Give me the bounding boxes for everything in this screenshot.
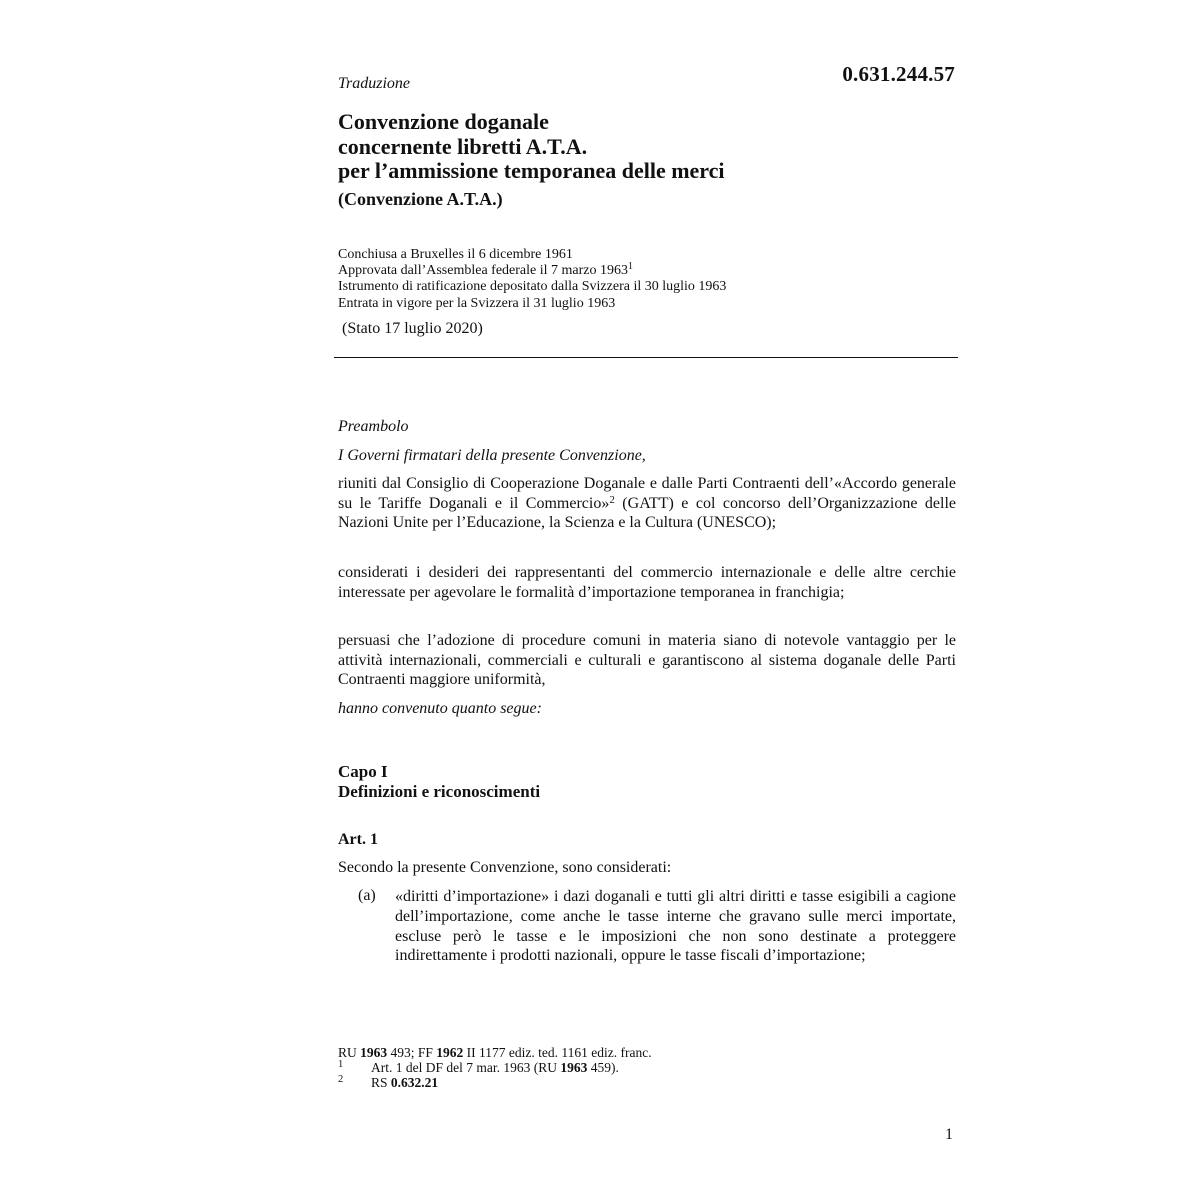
short-title: (Convenzione A.T.A.) [338,189,503,209]
document-title [338,110,725,184]
status-date: (Stato 17 luglio 2020) [342,320,483,337]
title-line-3: per l’ammissione temporanea delle merci [338,158,725,183]
preamble-intro: I Governi firmatari della presente Convenzione, [338,447,646,464]
preamble-paragraph-3: persuasi che l’adozione di procedure comuni in materia siano di notevole vantaggio per le attività internazionali, commerciali e culturali e garantiscono al sistema doganale delle Parti Contraenti maggiore uniformità, [338,632,956,689]
chapter-heading [338,762,540,802]
meta-in-force: Entrata in vigore per la Svizzera il 31 luglio 1963 [338,295,616,311]
source-note: RU 1963 493; FF 1962 II 1177 ediz. ted. 1161 ediz. franc. [338,1045,652,1060]
preamble-paragraph-2: considerati i desideri dei rappresentanti del commercio internazionale e delle altre cerchie interessate per agevolare le formalità d’importazione temporanea in franchigia; [338,564,956,601]
title-line-2: concernente libretti A.T.A. [338,133,588,159]
title-line-1: Convenzione doganale [338,109,549,134]
meta-ratification: Istrumento di ratificazione depositato dalla Svizzera il 30 luglio 1963 [338,279,727,295]
footnote-1-number: 1 [338,1059,344,1070]
list-item-text-a: «diritti d’importazione» i dazi doganali e tutti gli altri diritti e tasse esigibili a cagione dell’importazione, come anche le tasse interne che gravano sulle merci importate, escluse però le tasse e le imposizioni che non sono destinate a proteggere indirettamente i prodotti nazionali, oppure le tasse fiscali d’importazione; [395,888,956,965]
translation-label: Traduzione [338,75,411,92]
page-number: 1 [945,1126,953,1143]
article-intro: Secondo la presente Convenzione, sono considerati: [338,859,672,876]
list-item-marker-a: (a) [358,887,376,904]
preamble-heading: Preambolo [338,418,409,435]
meta-concluded: Conchiusa a Bruxelles il 6 dicembre 1961 [338,247,573,262]
footnote-2-number: 2 [338,1074,344,1085]
footnote-1: 1 Art. 1 del DF del 7 mar. 1963 (RU 1963 459). [338,1059,619,1075]
preamble-closing: hanno convenuto quanto segue: [338,700,542,717]
article-heading: Art. 1 [338,831,378,848]
footnote-2: 2 RS 0.632.21 [338,1074,439,1090]
footnotes [338,1045,958,1090]
preamble-paragraph-1: riuniti dal Consiglio di Cooperazione Doganale e dalle Parti Contraenti dell’«Accordo generale su le Tariffe Doganali e il Commercio»$^2$ (GATT) e col concorso dell’Organizzazione delle Nazioni Unite per l’Educazione, la Scienza e la Cultura (UNESCO); [338,475,957,532]
footnote-ref-1[interactable]: 1 [628,261,634,273]
header-divider [334,357,958,358]
sr-number: 0.631.244.57 [842,62,955,86]
meta-approved: Approvata dall’Assemblea federale il 7 marzo 1963$^1$ [338,261,634,279]
chapter-title: Definizioni e riconoscimenti [338,782,541,801]
footnote-ref-2[interactable]: 2 [609,493,615,506]
chapter-label: Capo I [338,762,388,781]
document-metadata [338,247,726,312]
